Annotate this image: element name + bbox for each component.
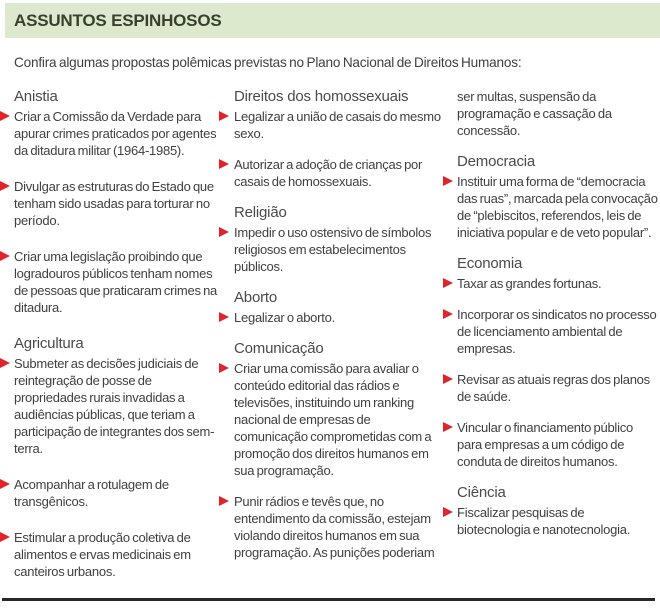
arrow-bullet-icon (0, 111, 10, 121)
item-text: Impedir o uso ostensivo de símbolos religiosos em estabelecimentos públicos. (234, 225, 432, 274)
item-text: Divulgar as estruturas do Estado que tenham sido usadas para torturar no período. (14, 179, 214, 228)
bullet-item (442, 371, 660, 405)
item-text: Autorizar a adoção de crianças por casais de homossexuais. (234, 157, 423, 189)
section-heading: Economia (457, 255, 523, 272)
arrow-bullet-icon (219, 111, 229, 121)
bullet-item (0, 248, 218, 316)
bullet-item (442, 419, 660, 470)
item-text: Vincular o financiamento público para empresas a um código de conduta de direitos humanos. (457, 420, 633, 469)
bullet-item (442, 173, 660, 241)
item-text: Legalizar a união de casais do mesmo sexo. (234, 109, 441, 141)
item-text: Taxar as grandes fortunas. (457, 276, 602, 291)
arrow-bullet-icon (219, 496, 229, 506)
item-text: Criar uma comissão para avaliar o conteúdo editorial das rádios e televisões, instituindo um ranking nacional de empresas de comunicação comprometidas com a promoção dos direitos humanos em sua programação. (234, 361, 432, 478)
bullet-item (0, 178, 218, 229)
column-middle (218, 88, 442, 594)
item-text: Criar uma legislação proibindo que logradouros públicos tenham nomes de pessoas que praticaram crimes na ditadura. (14, 249, 218, 315)
bullet-item (0, 476, 218, 510)
item-text: Punir rádios e tevês que, no entendimento da comissão, estejam violando direitos humanos em sua programação. As punições poderiam (234, 494, 435, 560)
section-heading: Direitos dos homossexuais (234, 88, 409, 105)
page-title: ASSUNTOS ESPINHOSOS (14, 11, 222, 30)
arrow-bullet-icon (219, 312, 229, 322)
bullet-item (218, 309, 442, 326)
item-text: Estimular a produção coletiva de alimentos e ervas medicinais em canteiros urbanos. (14, 530, 191, 579)
column-left (0, 88, 218, 594)
arrow-bullet-icon (443, 507, 453, 517)
bullet-item (218, 224, 442, 275)
item-text: Criar a Comissão da Verdade para apurar crimes praticados por agentes da ditadura militar (1964-1985). (14, 109, 217, 158)
arrow-bullet-icon (0, 532, 10, 542)
arrow-bullet-icon (443, 309, 453, 319)
continuation-text (442, 88, 660, 139)
bullet-item (218, 360, 442, 479)
arrow-bullet-icon (0, 358, 10, 368)
section-heading: Comunicação (234, 340, 324, 357)
bullet-item (218, 108, 442, 142)
bullet-item (0, 355, 218, 457)
bullet-item (218, 156, 442, 190)
column-right (442, 88, 660, 594)
header-bar (5, 3, 660, 38)
columns-container (0, 88, 660, 594)
item-text: Legalizar o aborto. (234, 310, 335, 325)
bullet-item (0, 529, 218, 580)
arrow-bullet-icon (0, 251, 10, 261)
arrow-bullet-icon (219, 363, 229, 373)
item-text: Submeter as decisões judiciais de reintegração de posse de propriedades rurais invadidas a audiências públicas, que teriam a participação de integrantes dos sem-terra. (14, 356, 215, 456)
arrow-bullet-icon (443, 278, 453, 288)
bottom-rule (2, 598, 655, 601)
section-heading: Agricultura (14, 335, 84, 352)
bullet-item (0, 108, 218, 159)
section-heading: Democracia (457, 153, 536, 170)
section-heading: Aborto (234, 289, 277, 306)
section-heading: Anistia (14, 88, 58, 105)
section-heading: Religião (234, 204, 287, 221)
arrow-bullet-icon (443, 422, 453, 432)
arrow-bullet-icon (443, 374, 453, 384)
arrow-bullet-icon (219, 159, 229, 169)
item-text: Fiscalizar pesquisas de biotecnologia e nanotecnologia. (457, 505, 631, 537)
item-text: Acompanhar a rotulagem de transgênicos. (14, 477, 169, 509)
arrow-bullet-icon (0, 181, 10, 191)
bullet-item (442, 504, 660, 538)
item-text: ser multas, suspensão da programação e cassação da concessão. (457, 89, 612, 138)
item-text: Incorporar os sindicatos no processo de licenciamento ambiental de empresas. (457, 307, 657, 356)
arrow-bullet-icon (0, 479, 10, 489)
item-text: Instituir uma forma de “democracia das ruas”, marcada pela convocação de “plebiscitos, referendos, leis de iniciativa popular e de veto popular”. (457, 174, 658, 240)
bullet-item (442, 275, 660, 292)
arrow-bullet-icon (219, 227, 229, 237)
section-heading: Ciência (457, 484, 506, 501)
bullet-item (218, 493, 442, 561)
bullet-item (442, 306, 660, 357)
item-text: Revisar as atuais regras dos planos de saúde. (457, 372, 650, 404)
arrow-bullet-icon (443, 176, 453, 186)
intro-text: Confira algumas propostas polêmicas previstas no Plano Nacional de Direitos Humanos: (14, 55, 522, 70)
